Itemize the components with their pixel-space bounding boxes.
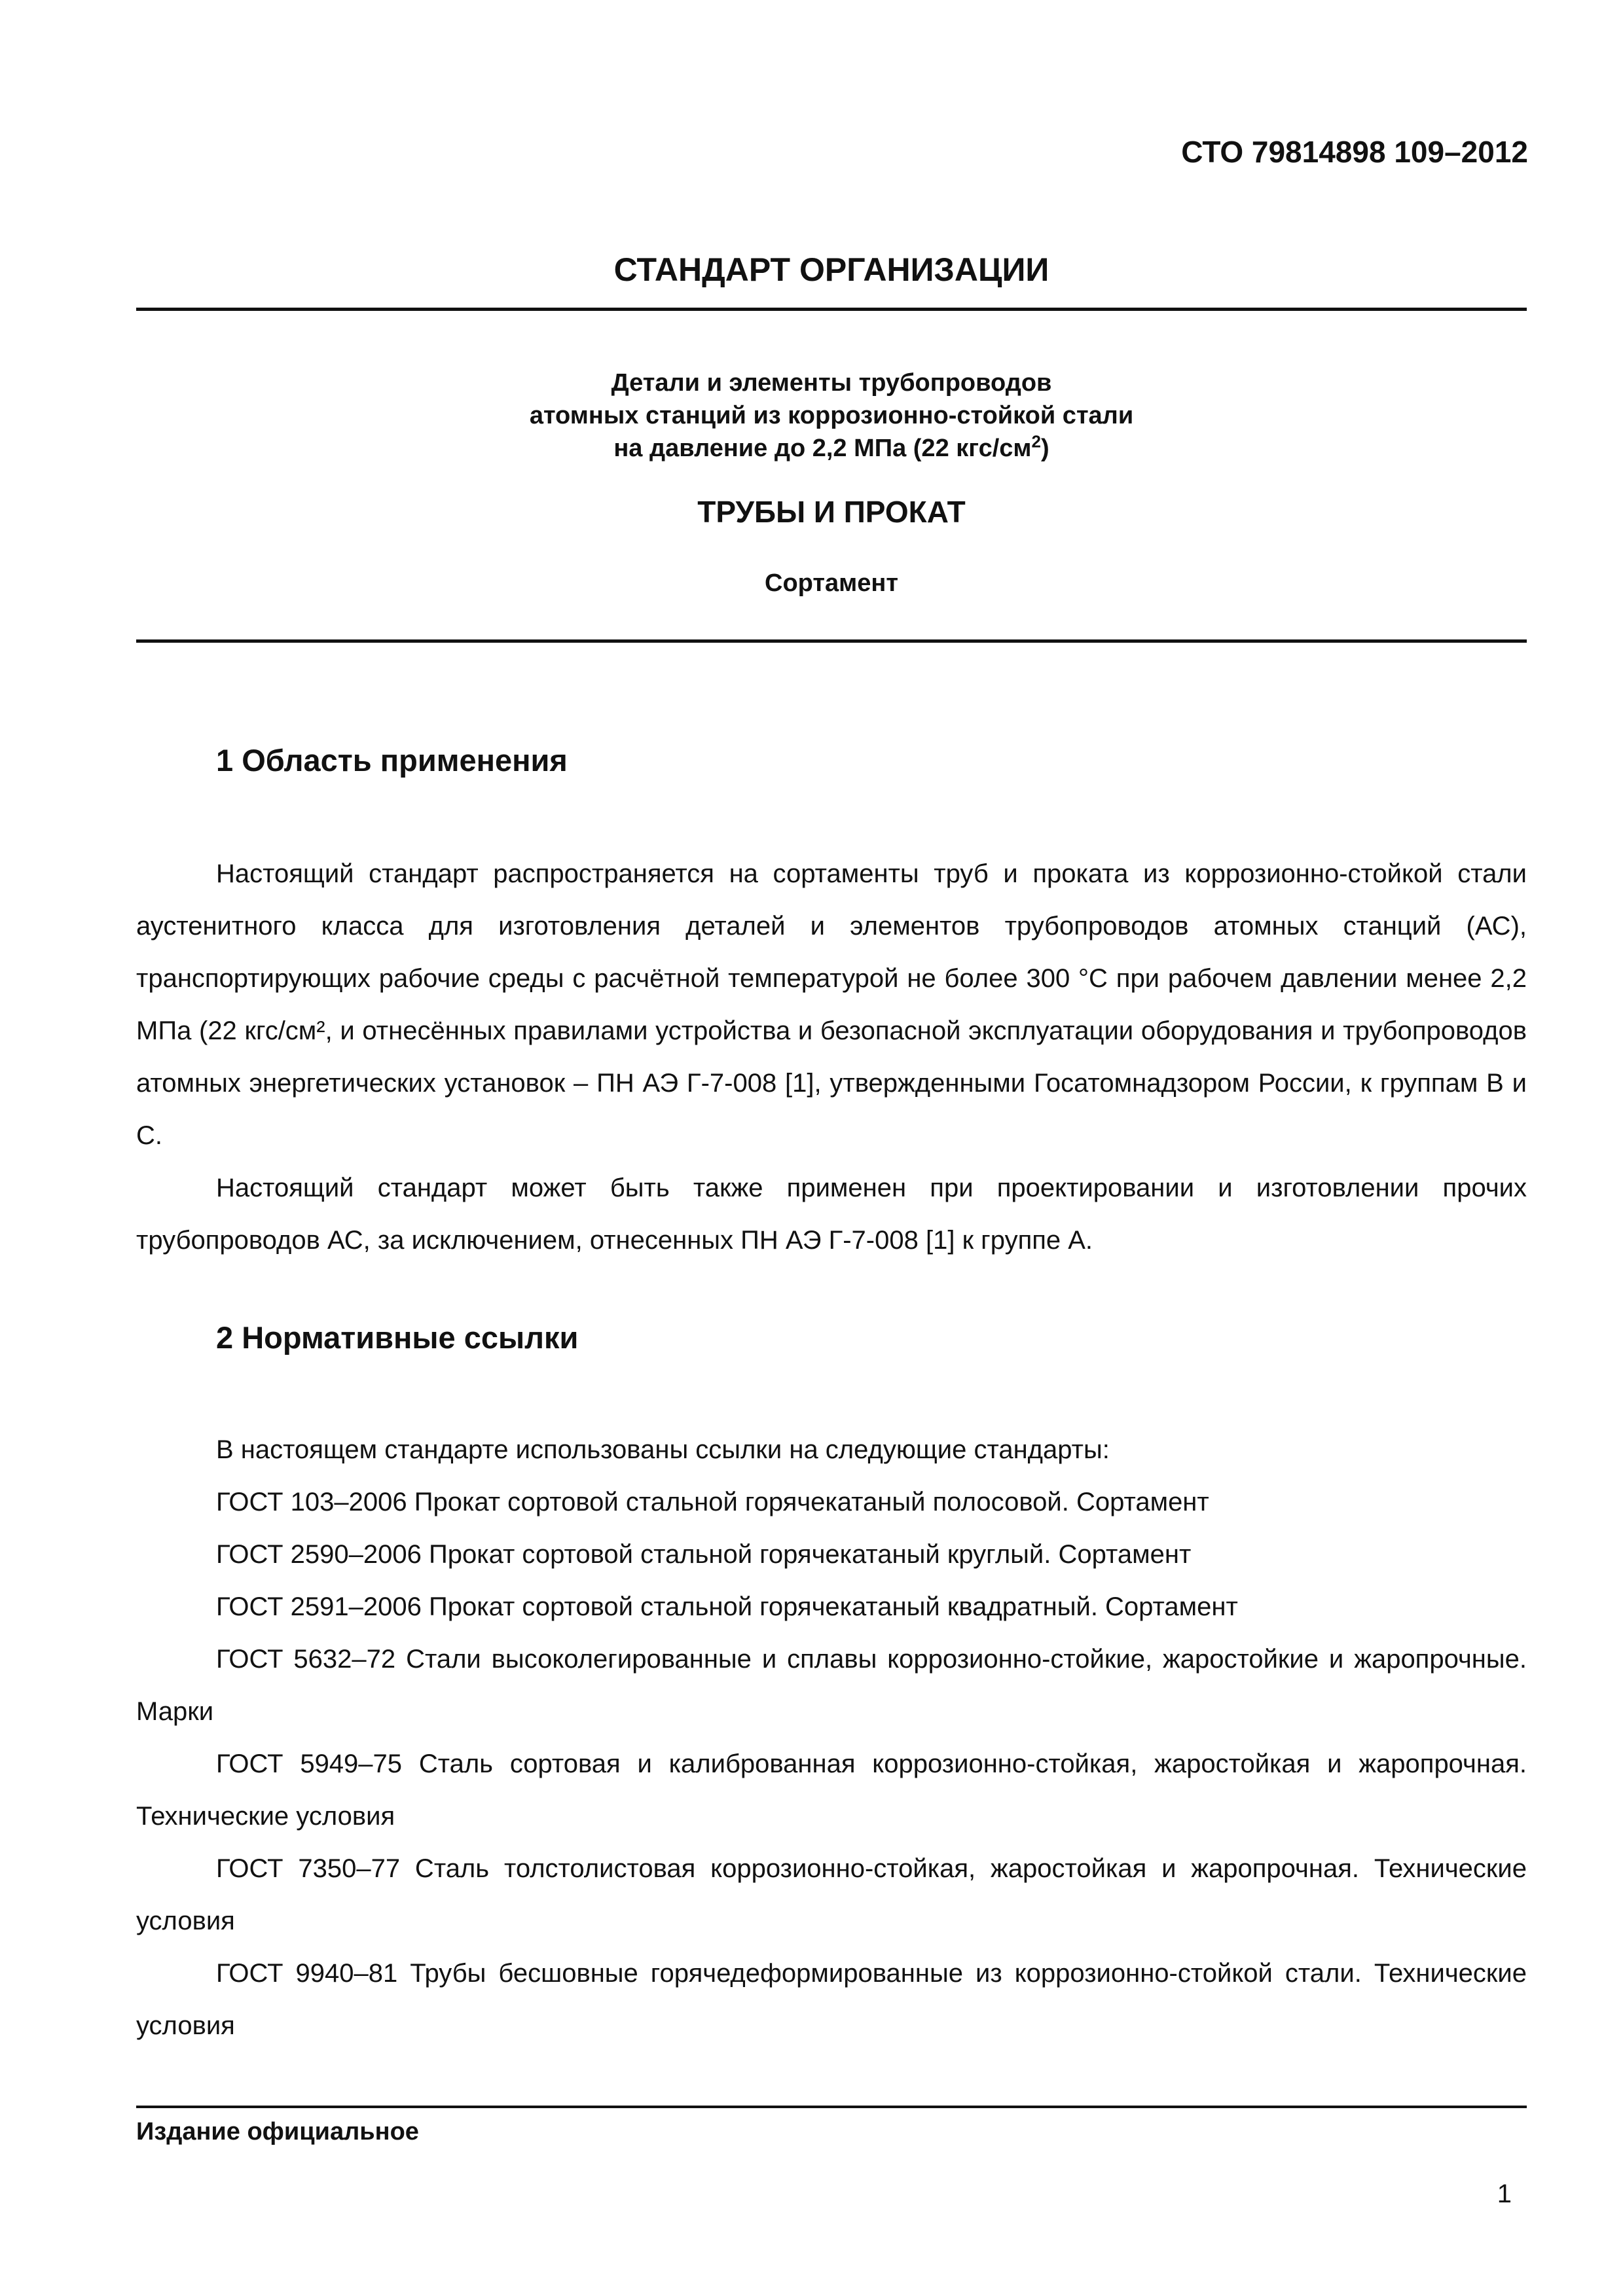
reference-gost-2591: ГОСТ 2591–2006 Прокат сортовой стальной горячекатаный квадратный. Сортамент [216,1592,1238,1621]
doc-subtitle: Сортамент [765,569,898,597]
reference-gost-2590: ГОСТ 2590–2006 Прокат сортовой стальной горячекатаный круглый. Сортамент [216,1540,1192,1569]
section-1-paragraph-2: Настоящий стандарт может быть также применен при проектировании и изготовлении прочих трубопроводов АС, за исключением, отнесенных ПН АЭ Г-7-008 [1] к группе А. [136,1174,1527,1255]
section-1-paragraph-1: Настоящий стандарт распространяется на сортаменты труб и проката из коррозионно-стойкой стали аустенитного класса для изготовления деталей и элементов трубопроводов атомных станций (АС), транспортирующих рабочие среды с расчётной температурой не более 300 °С при рабочем давлении менее 2,2 МПа (22 кгс/см², и отнесённых правилами устройства и безопасной эксплуатации оборудования и трубопроводов атомных энергетических установок – ПН АЭ Г-7-008 [1], утвержденными Госатомнадзором России, к группам В и С. [136,859,1527,1150]
reference-gost-9940: ГОСТ 9940–81 Трубы бесшовные горячедеформированные из коррозионно-стойкой стали. Технические условия [136,1959,1527,2040]
section-1-body [136,848,1527,1266]
subtitle-superscript: 2 [1031,431,1042,452]
document-code: СТО 79814898 109–2012 [1181,135,1528,169]
reference-gost-7350: ГОСТ 7350–77 Сталь толстолистовая коррозионно-стойкая, жаростойкая и жаропрочная. Технические условия [136,1854,1527,1935]
section-2-paragraph-1: В настоящем стандарте использованы ссылки на следующие стандарты: [216,1435,1110,1464]
main-title: ТРУБЫ И ПРОКАТ [697,495,966,529]
reference-gost-5632: ГОСТ 5632–72 Стали высоколегированные и сплавы коррозионно-стойкие, жаростойкие и жаропрочные. Марки [136,1645,1527,1726]
page-number: 1 [1497,2179,1512,2208]
section-1-heading: 1 Область применения [216,743,568,778]
section-2-heading: 2 Нормативные ссылки [216,1320,579,1355]
subtitle-line-3-end: ) [1041,435,1049,462]
footer-edition-label: Издание официальное [136,2118,419,2145]
subtitle-line-1: Детали и элементы трубопроводов [611,369,1052,397]
reference-gost-103: ГОСТ 103–2006 Прокат сортовой стальной горячекатаный полосовой. Сортамент [216,1488,1209,1516]
subtitle-line-2: атомных станций из коррозионно-стойкой стали [529,402,1134,429]
footer-divider [136,2106,1527,2108]
document-subtitle-block [136,367,1527,465]
subtitle-line-3 [136,432,1527,465]
title-divider-bottom [136,639,1527,643]
title-divider-top [136,308,1527,311]
subtitle-line-3-text: на давление до 2,2 МПа (22 кгс/см [613,435,1032,462]
section-2-body [136,1424,1527,2052]
reference-gost-5949: ГОСТ 5949–75 Сталь сортовая и калиброванная коррозионно-стойкая, жаростойкая и жаропрочная. Технические условия [136,1749,1527,1831]
document-type-title: СТАНДАРТ ОРГАНИЗАЦИИ [613,251,1049,288]
